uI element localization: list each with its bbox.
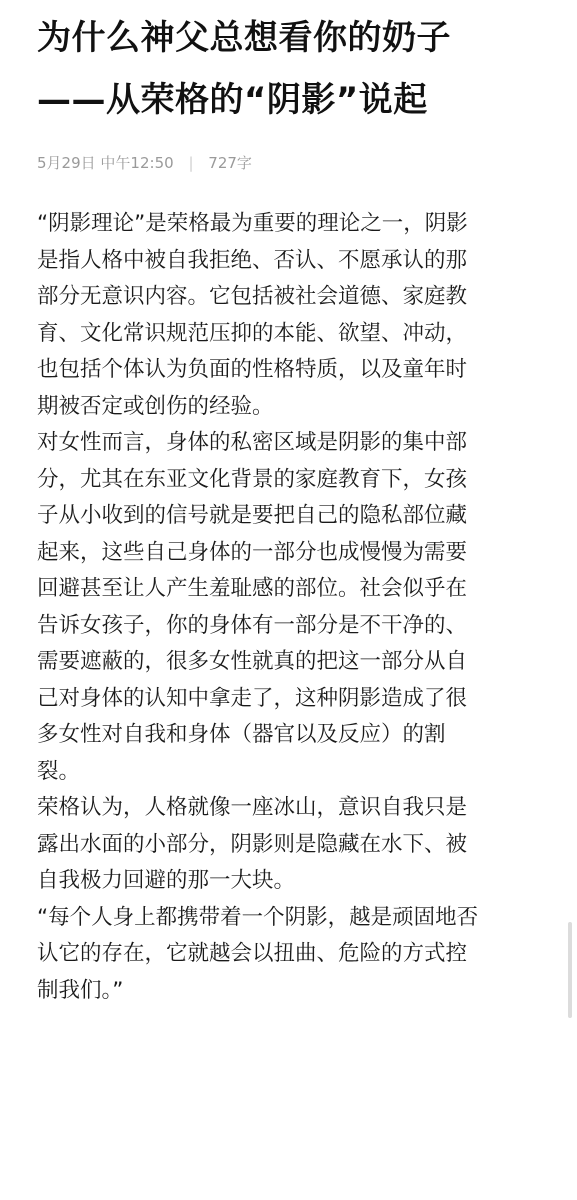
body-line: 部分无意识内容。它包括被社会道德、家庭教	[37, 284, 468, 309]
body-line: “每个人身上都携带着一个阴影，越是顽固地否	[37, 904, 479, 930]
meta-separator: |	[188, 154, 194, 172]
body-line: 己对身体的认知中拿走了，这种阴影造成了很	[37, 685, 468, 711]
scrollbar[interactable]	[568, 922, 572, 1018]
body-line: 对女性而言，身体的私密区域是阴影的集中部	[37, 430, 468, 455]
word-count: 727字	[208, 154, 252, 172]
body-line: 露出水面的小部分，阴影则是隐藏在水下、被	[37, 831, 468, 857]
body-line: 制我们。”	[37, 977, 124, 1003]
body-line: 期被否定或创伤的经验。	[37, 393, 274, 419]
body-line: 多女性对自我和身体（器官以及反应）的割	[37, 722, 446, 747]
publish-time: 中午12:50	[100, 154, 174, 172]
body-line: 子从小收到的信号就是要把自己的隐私部位藏	[37, 503, 468, 528]
body-line: 回避甚至让人产生羞耻感的部位。社会似乎在	[37, 576, 468, 601]
body-line: 分，尤其在东亚文化背景的家庭教育下，女孩	[37, 466, 468, 492]
body-line: “阴影理论”是荣格最为重要的理论之一，阴影	[37, 211, 468, 236]
body-line: 认它的存在，它就越会以扭曲、危险的方式控	[37, 941, 468, 966]
publish-date: 5月29日	[37, 154, 96, 172]
body-line: 自我极力回避的那一大块。	[37, 868, 296, 893]
body-line: 裂。	[37, 758, 81, 784]
body-line: 告诉女孩子，你的身体有一部分是不干净的、	[37, 612, 468, 638]
article-meta	[37, 152, 252, 174]
body-line: 起来，这些自己身体的一部分也成慢慢为需要	[37, 539, 468, 565]
article-title-line-1: 为什么神父总想看你的奶子	[37, 18, 451, 58]
body-line: 是指人格中被自我拒绝、否认、不愿承认的那	[37, 247, 468, 273]
article-title-line-2: ——从荣格的“阴影”说起	[37, 80, 428, 120]
body-line: 育、文化常识规范压抑的本能、欲望、冲动，	[37, 320, 468, 346]
body-line: 需要遮蔽的，很多女性就真的把这一部分从自	[37, 649, 468, 674]
article-body	[37, 206, 545, 1009]
body-line: 荣格认为，人格就像一座冰山，意识自我只是	[37, 795, 468, 820]
body-line: 也包括个体认为负面的性格特质，以及童年时	[37, 357, 468, 382]
